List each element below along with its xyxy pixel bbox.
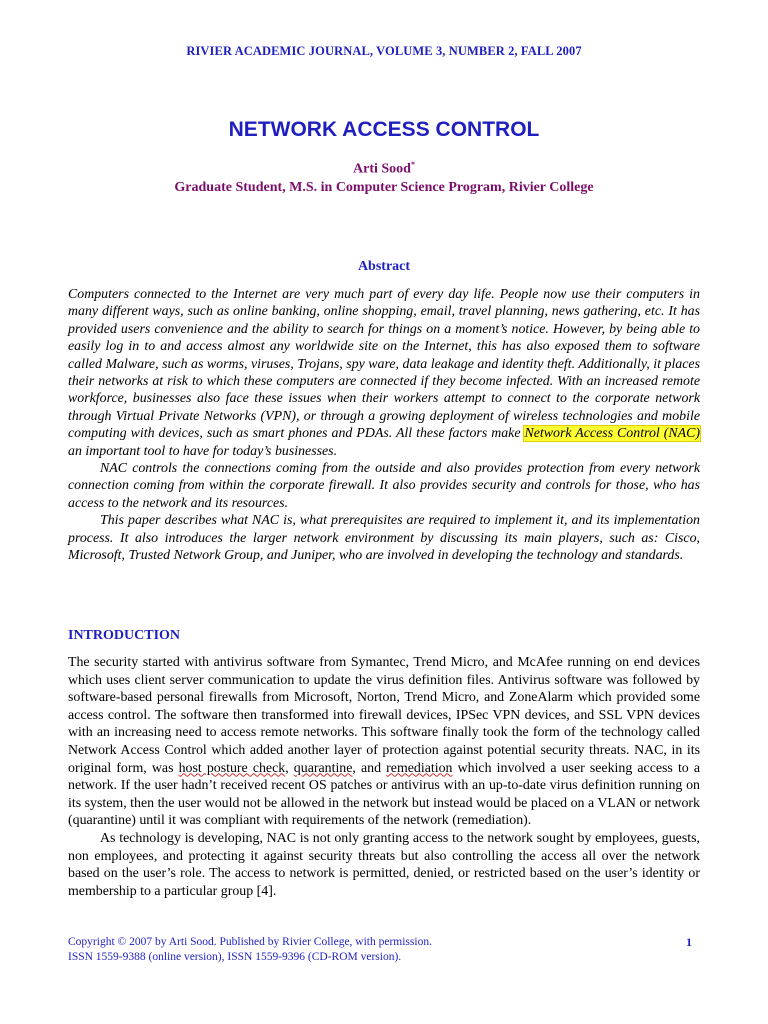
abstract-paragraph-1	[68, 286, 700, 460]
abstract-text: an important tool to have for today’s businesses.	[68, 443, 338, 459]
abstract-paragraph-3: This paper describes what NAC is, what prerequisites are required to implement it, and its implementation process. It also introduces the larger network environment by discussing its main players, such as: Cisco, Microsoft, Trusted Network Group, and Juniper, who are involved in developing the technology and standards.	[68, 513, 700, 564]
abstract-body	[68, 286, 700, 565]
spellcheck-word: host posture check	[178, 760, 286, 776]
introduction-paragraph-1	[68, 654, 700, 830]
body-text: The security started with antivirus software from Symantec, Trend Micro, and McAfee running on end devices which uses client server communication to update the virus definition files. Antivirus software was followed by software-based personal firewalls from Microsoft, Norton, Trend Micro, and ZoneAlarm which provided some access control. The software then transformed into firewall devices, IPSec VPN devices, and SSL VPN devices with an increasing need to access remote networks. This software finally took the form of the technology called Network Access Control which added another layer of protection against potential security threats. NAC, in its original form, was	[68, 655, 700, 776]
author-affiliation: Graduate Student, M.S. in Computer Science Program, Rivier College	[174, 180, 594, 195]
paper-title: NETWORK ACCESS CONTROL	[228, 118, 540, 141]
author-footnote-mark: *	[410, 160, 415, 169]
introduction-heading: INTRODUCTION	[68, 628, 181, 643]
spellcheck-word: quarantine	[293, 760, 353, 776]
abstract-paragraph-2: NAC controls the connections coming from the outside and also provides protection from every network connection coming from within the corporate firewall. It also provides security and controls for those, who has access to the network and its resources.	[68, 461, 700, 511]
copyright-notice: Copyright © 2007 by Arti Sood. Published by Rivier College, with permission.	[68, 936, 432, 948]
page-number: 1	[686, 935, 692, 949]
introduction-paragraph-2: As technology is developing, NAC is not only granting access to the network sought by employees, guests, non employees, and protecting it against security threats but also controlling the access all over the network based on the user’s role. The access to network is permitted, denied, or restricted based on the user’s identity or membership to a particular group [4].	[68, 830, 700, 899]
highlighted-term: Network Access Control (NAC)	[524, 426, 700, 442]
issn-notice: ISSN 1559-9388 (online version), ISSN 1559-9396 (CD-ROM version).	[68, 951, 402, 963]
introduction-body	[68, 654, 700, 900]
page-footer	[68, 935, 700, 965]
body-text: ,	[285, 760, 294, 776]
author-line	[0, 160, 768, 178]
abstract-text: Computers connected to the Internet are very much part of every day life. People now use their computers in many different ways, such as online banking, online shopping, email, travel planning, news gathering, etc. It has provided users convenience and the ability to search for things on a moment’s notice. However, by being able to easily log in to and access almost any worldwide site on the Internet, this has also exposed them to software called Malware, such as worms, viruses, Trojans, spy ware, data leakage and identity theft. Additionally, it places their networks at risk to which these computers are connected if they become infected. With an increased remote workforce, businesses also face these issues when their workers attempt to connect to the corporate network through Virtual Private Networks (VPN), or through a growing deployment of wireless technologies and mobile computing with devices, such as smart phones and PDAs. All these factors make	[68, 287, 700, 442]
body-text: , and	[352, 760, 387, 776]
abstract-heading: Abstract	[357, 259, 411, 274]
spellcheck-word: remediation	[386, 760, 453, 776]
running-head: RIVIER ACADEMIC JOURNAL, VOLUME 3, NUMBER 2, FALL 2007	[186, 44, 582, 58]
author-name: Arti Sood	[353, 161, 411, 177]
body-text: which involved a user seeking access to a network. If the user hadn’t received recent OS patches or antivirus with an up-to-date virus definition running on its system, then the user would not be allowed in the network but instead would be placed on a VLAN or network (quarantine) until it was compliant with requirements of the network (remediation).	[68, 760, 701, 829]
